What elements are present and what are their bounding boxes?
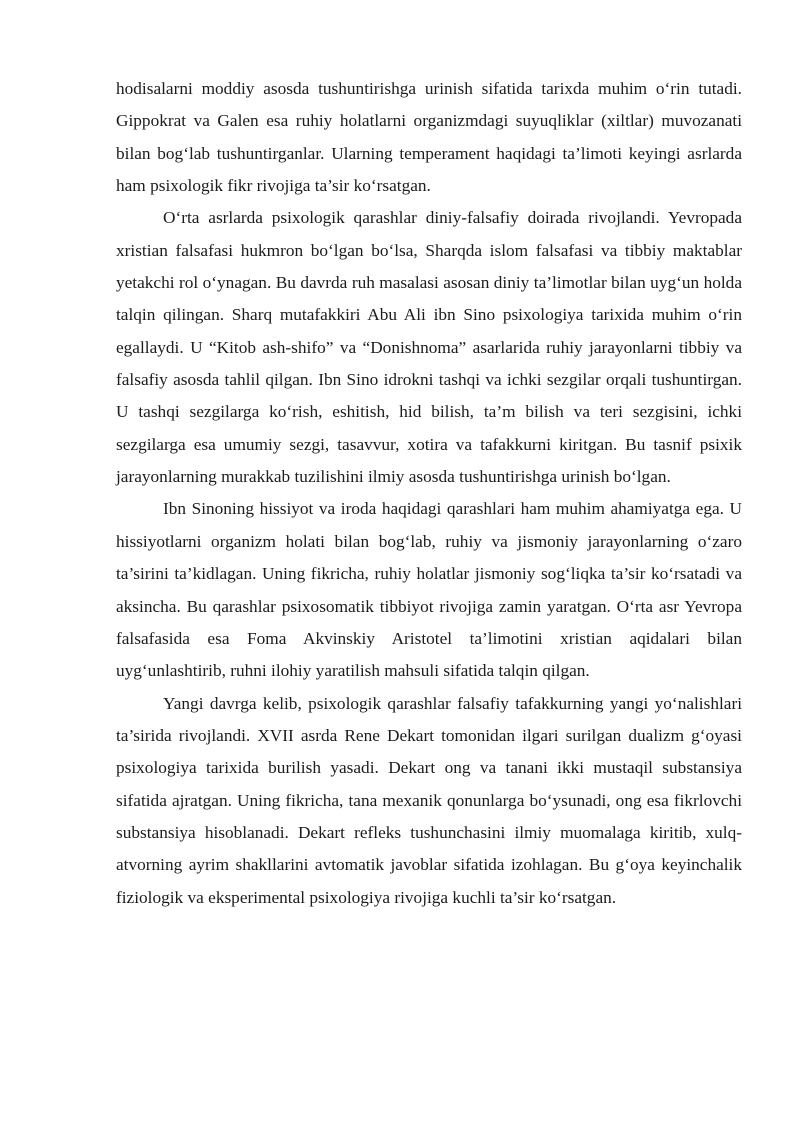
paragraph-middle-ages: O‘rta asrlarda psixologik qarashlar diniy-falsafiy doirada rivojlandi. Yevropada xristian falsafasi hukmron bo‘lgan bo‘lsa, Sharqda islom falsafasi va tibbiy maktablar yetakchi rol o‘ynagan. Bu davrda ruh masalasi asosan diniy ta’limotlar bilan uyg‘un holda talqin qilingan. Sharq mutafakkiri Abu Ali ibn Sino psixologiya tarixida muhim o‘rin egallaydi. U “Kitob ash-shifo” va “Donishnoma” asarlarida ruhiy jarayonlarni tibbiy va falsafiy asosda tahlil qilgan. Ibn Sino idrokni tashqi va ichki sezgilar orqali tushuntirgan. U tashqi sezgilarga ko‘rish, eshitish, hid bilish, ta’m bilish va teri sezgisini, ichki sezgilarga esa umumiy sezgi, tasavvur, xotira va tafakkurni kiritgan. Bu tasnif psixik jarayonlarning murakkab tuzilishini ilmiy asosda tushuntirishga urinish bo‘lgan. <box>116 208 742 487</box>
paragraph-continuation: hodisalarni moddiy asosda tushuntirishga urinish sifatida tarixda muhim o‘rin tutadi. Gippokrat va Galen esa ruhiy holatlarni organizmdagi suyuqliklar (xiltlar) muvozanati bilan bog‘lab tushuntirganlar. Ularning temperament haqidagi ta’limoti keyingi asrlarda ham psixologik fikr rivojiga ta’sir ko‘rsatgan. <box>116 79 742 196</box>
paragraph-ibn-sino-emotions: Ibn Sinoning hissiyot va iroda haqidagi qarashlari ham muhim ahamiyatga ega. U hissiyotlarni organizm holati bilan bog‘lab, ruhiy va jismoniy jarayonlarning o‘zaro ta’sirini ta’kidlagan. Uning fikricha, ruhiy holatlar jismoniy sog‘liqka ta’sir ko‘rsatadi va aksincha. Bu qarashlar psixosomatik tibbiyot rivojiga zamin yaratgan. O‘rta asr Yevropa falsafasida esa Foma Akvinskiy Aristotel ta’limotini xristian aqidalari bilan uyg‘unlashtirib, ruhni ilohiy yaratilish mahsuli sifatida talqin qilgan. <box>116 499 742 681</box>
paragraph-new-era: Yangi davrga kelib, psixologik qarashlar falsafiy tafakkurning yangi yo‘nalishlari ta’sirida rivojlandi. XVII asrda Rene Dekart tomonidan ilgari surilgan dualizm g‘oyasi psixologiya tarixida burilish yasadi. Dekart ong va tanani ikki mustaqil substansiya sifatida ajratgan. Uning fikricha, tana mexanik qonunlarga bo‘ysunadi, ong esa fikrlovchi substansiya hisoblanadi. Dekart refleks tushunchasini ilmiy muomalaga kiritib, xulq-atvorning ayrim shakllarini avtomatik javoblar sifatida izohlagan. Bu g‘oya keyinchalik fiziologik va eksperimental psixologiya rivojiga kuchli ta’sir ko‘rsatgan. <box>116 693 742 907</box>
body-text <box>116 73 742 914</box>
